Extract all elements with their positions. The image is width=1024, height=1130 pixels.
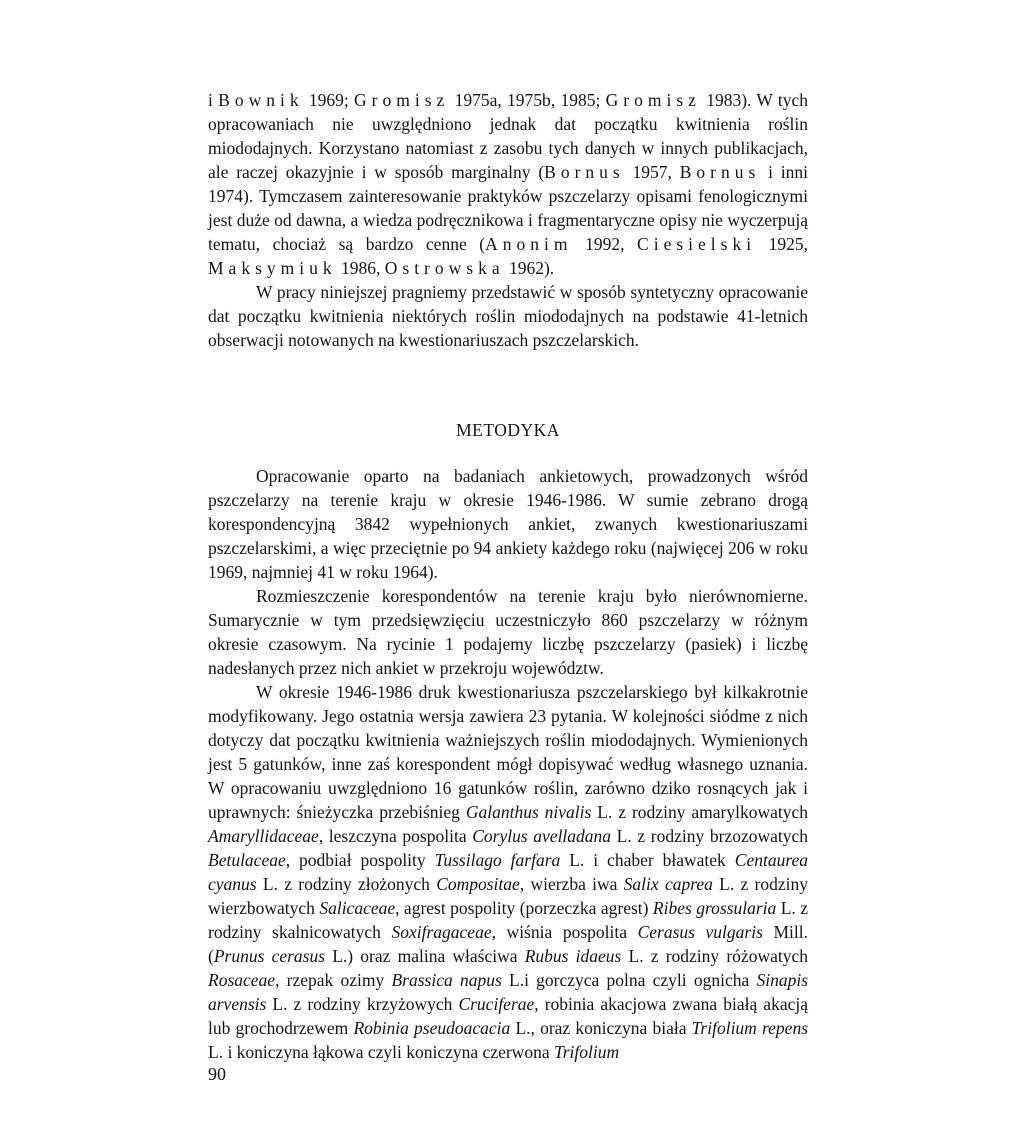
text-run: L., oraz koniczyna biała [510, 1018, 692, 1038]
latin-name: Ribes grossularia [652, 898, 777, 918]
latin-name: Salix caprea [623, 874, 713, 894]
text-run: L. i koniczyna łąkowa czyli koniczyna czerwona [208, 1042, 554, 1062]
text-block-before-heading [208, 88, 808, 352]
latin-name: Cerasus vulgaris [637, 922, 763, 942]
latin-name: Rubus idaeus [524, 946, 622, 966]
text-run: L. z rodziny brzozowatych [611, 826, 808, 846]
author-citation: Ciesielski [637, 234, 757, 254]
text-run: , wiśnia pospolita [491, 922, 638, 942]
latin-name: Galanthus nivalis [465, 802, 592, 822]
latin-name: Salicaceae [319, 898, 396, 918]
latin-name: Betulaceae [208, 850, 286, 870]
text-run: , agrest pospolity (porzeczka agrest) [395, 898, 653, 918]
text-run: L. z rodziny amarylkowatych [591, 802, 808, 822]
latin-name: Trifolium [553, 1042, 620, 1062]
author-citation: Gromisz [354, 90, 450, 110]
text-run: Opracowanie oparto na badaniach ankietowych, prowadzonych wśród pszczelarzy na terenie kraju w okresie 1946-1986. W sumie zebrano drogą korespondencyjną 3842 wypełnionych ankiet, zwanych kwestionariuszami pszczelarskimi, a więc przeciętnie po 94 ankiety każdego roku (najwięcej 206 w roku 1969, najmniej 41 w roku 1964). [208, 466, 808, 582]
latin-name: Soxifragaceae [391, 922, 492, 942]
text-run: L. i chaber bławatek [560, 850, 735, 870]
paragraph [208, 280, 808, 352]
text-block-after-heading [208, 464, 808, 1064]
page-number: 90 [208, 1064, 226, 1084]
text-run: L. z rodziny skalnicowatych [208, 898, 808, 942]
latin-name: Cruciferae [458, 994, 535, 1014]
author-citation: Bornus [544, 162, 625, 182]
author-citation: Bornus [679, 162, 761, 182]
latin-name: Corylus avelladana [472, 826, 612, 846]
text-run: , wierzba iwa [519, 874, 624, 894]
text-run: 1986, [336, 258, 385, 278]
latin-name: Robinia pseudoacacia [353, 1018, 511, 1038]
text-run: L. z rodziny różowatych [621, 946, 808, 966]
text-run: Rozmieszczenie korespondentów na terenie kraju było nierównomierne. Sumarycznie w tym przedsięwzięciu uczestniczyło 860 pszczelarzy w różnym okresie czasowym. Na rycinie 1 podajemy liczbę pszczelarzy (pasiek) i liczbę nadesłanych przez nich ankiet w przekroju województw. [208, 586, 808, 678]
text-run: L.) oraz malina właściwa [325, 946, 525, 966]
text-run: L. z rodziny wierzbowatych [208, 874, 809, 918]
text-run: 1983). W tych opracowaniach nie uwzględniono jednak dat początku kwitnienia roślin miododajnych. Korzystano natomiast z zasobu tych danych w innych publikacjach, ale raczej okazyjnie i w sposób marginalny ( [208, 90, 808, 182]
latin-name: Compositae [436, 874, 520, 894]
text-run: 1957, [624, 162, 680, 182]
paragraph [208, 88, 808, 280]
text-run: L.i gorczyca polna czyli ognicha [501, 970, 757, 990]
paragraph [208, 464, 808, 584]
latin-name: Brassica napus [391, 970, 502, 990]
text-run: 1962). [504, 258, 555, 278]
text-run: 1992, [572, 234, 638, 254]
latin-name: Centaurea cyanus [208, 850, 808, 894]
text-run: 1925, [756, 234, 809, 254]
paragraph [208, 584, 808, 680]
author-citation: Gromisz [605, 90, 701, 110]
paragraph [208, 680, 808, 1064]
author-citation: Bownik [218, 90, 304, 110]
latin-name: Sinapis arvensis [208, 970, 809, 1014]
latin-name: Amaryllidaceae [208, 826, 319, 846]
text-run: i [208, 90, 219, 110]
latin-name: Tussilago farfara [434, 850, 561, 870]
text-run: L. z rodziny krzyżowych [266, 994, 459, 1014]
page-body [208, 88, 808, 1064]
text-run: , rzepak ozimy [275, 970, 392, 990]
text-run: Mill. ( [208, 922, 809, 966]
section-heading: METODYKA [456, 420, 560, 440]
author-citation: Maksymiuk [208, 258, 337, 278]
text-run: , podbiał pospolity [285, 850, 435, 870]
text-run: 1969; [303, 90, 355, 110]
author-citation: Ostrowska [384, 258, 505, 278]
text-run: L. z rodziny złożonych [256, 874, 437, 894]
text-run: W pracy niniejszej pragniemy przedstawić w sposób syntetyczny opracowanie dat początku kwitnienia niektórych roślin miododajnych na podstawie 41-letnich obserwacji notowanych na kwestionariuszach pszczelarskich. [208, 282, 808, 350]
latin-name: Prunus cerasus [213, 946, 326, 966]
latin-name: Trifolium repens [691, 1018, 809, 1038]
text-run: i inni 1974). Tymczasem zainteresowanie praktyków pszczelarzy opisami fenologicznymi jest duże od dawna, a wiedza podręcznikowa i fragmentaryczne opisy nie wyczerpują tematu, chociaż są bardzo cenne ( [208, 162, 808, 254]
text-run: , robinia akacjowa zwana białą akacją lub grochodrzewem [208, 994, 808, 1038]
text-run: 1975a, 1975b, 1985; [449, 90, 606, 110]
text-run: , leszczyna pospolita [318, 826, 473, 846]
text-run: W okresie 1946-1986 druk kwestionariusza pszczelarskiego był kilkakrotnie modyfikowany. Jego ostatnia wersja zawiera 23 pytania. W kolejności siódme z nich dotyczy dat początku kwitnienia ważniejszych roślin miododajnych. Wymienionych jest 5 gatunków, inne zaś korespondent mógł dopisywać według własnego uznania. W opracowaniu uwzględniono 16 gatunków roślin, zarówno dziko rosnących jak i uprawnych: śnieżyczka przebiśnieg [208, 682, 808, 822]
latin-name: Rosaceae [208, 970, 276, 990]
author-citation: Anonim [485, 234, 573, 254]
